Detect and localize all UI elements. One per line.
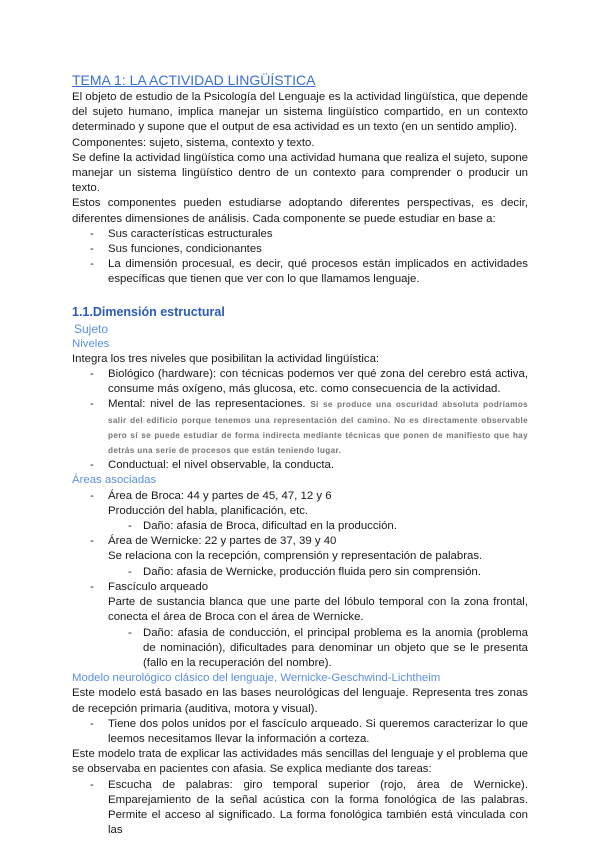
list-item-polos: - Tiene dos polos unidos por el fascículo arqueado. Si queremos caracterizar lo que leemos necesitamos llevar la información a corteza. — [72, 717, 528, 747]
intro-paragraph-1: El objeto de estudio de la Psicología del Lenguaje es la actividad lingüística, que depende del sujeto humano, implica manejar un sistema lingüístico compartido, en un contexto determinado y supone que el output de esa actividad es un texto (en un sentido amplio). — [72, 91, 528, 134]
list-item-wernicke — [72, 534, 528, 564]
list-item-escucha: - Escucha de palabras: giro temporal superior (rojo, área de Wernicke). Emparejamiento de la señal acústica con la forma fonológica de las palabras. Permite el acceso al significado. La forma fonológica también está vinculada con las — [72, 778, 528, 839]
wernicke-description: Se relaciona con la recepción, comprensión y representación de palabras. — [108, 550, 483, 563]
subheading-areas: Áreas asociadas — [72, 474, 157, 487]
list-item-fasciculo — [72, 580, 528, 626]
subheading-modelo: Modelo neurológico clásico del lenguaje, Wernicke-Geschwind-Lichtheim — [72, 672, 441, 685]
list-item: - Sus funciones, condicionantes — [72, 242, 528, 257]
wernicke-damage: - Daño: afasia de Wernicke, producción fluida pero sin comprensión. — [72, 565, 528, 580]
subheading-sujeto: Sujeto — [74, 321, 109, 336]
intro-paragraph-3: Se define la actividad lingüística como una actividad humana que realiza el sujeto, supone manejar un sistema lingüístico dentro de un contexto para comprender o producir un texto. — [72, 151, 528, 195]
broca-damage: - Daño: afasia de Broca, dificultad en la producción. — [72, 519, 528, 534]
broca-title: - Área de Broca: 44 y partes de 45, 47, 12 y 6 — [108, 489, 332, 502]
intro-paragraph-4: Estos componentes pueden estudiarse adoptando diferentes perspectivas, es decir, diferentes dimensiones de análisis. Cada componente se puede estudiar en base a: — [72, 197, 528, 225]
list-item-mental — [72, 397, 528, 458]
subheading-niveles: Niveles — [72, 337, 110, 350]
list-item: - La dimensión procesual, es decir, qué procesos están implicados en actividades específicas que tienen que ver con lo que llamamos lenguaje. — [72, 257, 528, 287]
list-item-broca — [72, 489, 528, 519]
modelo-paragraph-1: Este modelo está basado en las bases neurológicas del lenguaje. Representa tres zonas de recepción primaria (auditiva, motora y visual). — [72, 687, 528, 715]
document-title: TEMA 1: LA ACTIVIDAD LINGÜÍSTICA — [72, 72, 316, 88]
modelo-paragraph-2: Este modelo trata de explicar las actividades más sencillas del lenguaje y el problema que se observaba en pacientes con afasia. Se explica mediante dos tareas: — [72, 748, 528, 776]
list-item: - Sus características estructurales — [72, 227, 528, 242]
broca-description: Producción del habla, planificación, etc. — [108, 504, 309, 517]
list-item-conductual: - Conductual: el nivel observable, la conducta. — [72, 458, 528, 473]
fasciculo-description: Parte de sustancia blanca que une parte del lóbulo temporal con la zona frontal, conecta el área de Broca con el área de Wernicke. — [108, 596, 528, 624]
fasciculo-title: - Fascículo arqueado — [108, 580, 209, 593]
mental-note: Si se produce una oscuridad absoluta podríamos salir del edificio porque tenemos una representación del camino. No es directamente observable pero sí se puede estudiar de forma indirecta mediante técnicas que ponen de manifiesto que hay detrás una serie de procesos que están teniendo lugar. — [108, 400, 529, 456]
mental-label: Mental: nivel de las representaciones. — [108, 398, 306, 411]
document-page — [72, 72, 528, 838]
section-heading: 1.1.Dimensión estructural — [72, 304, 225, 319]
list-item-biologico: - Biológico (hardware): con técnicas podemos ver qué zona del cerebro está activa, consume más oxígeno, más glucosa, etc. como consecuencia de la actividad. — [72, 367, 528, 397]
intro-paragraph-2: Componentes: sujeto, sistema, contexto y texto. — [72, 136, 315, 149]
fasciculo-damage: - Daño: afasia de conducción, el principal problema es la anomia (problema de nominación), dificultades para denominar un objeto que se le presenta (fallo en la recuperación del nombre). — [72, 626, 528, 672]
wernicke-title: - Área de Wernicke: 22 y partes de 37, 39 y 40 — [108, 535, 337, 548]
niveles-intro: Integra los tres niveles que posibilitan la actividad lingüística: — [72, 352, 380, 365]
